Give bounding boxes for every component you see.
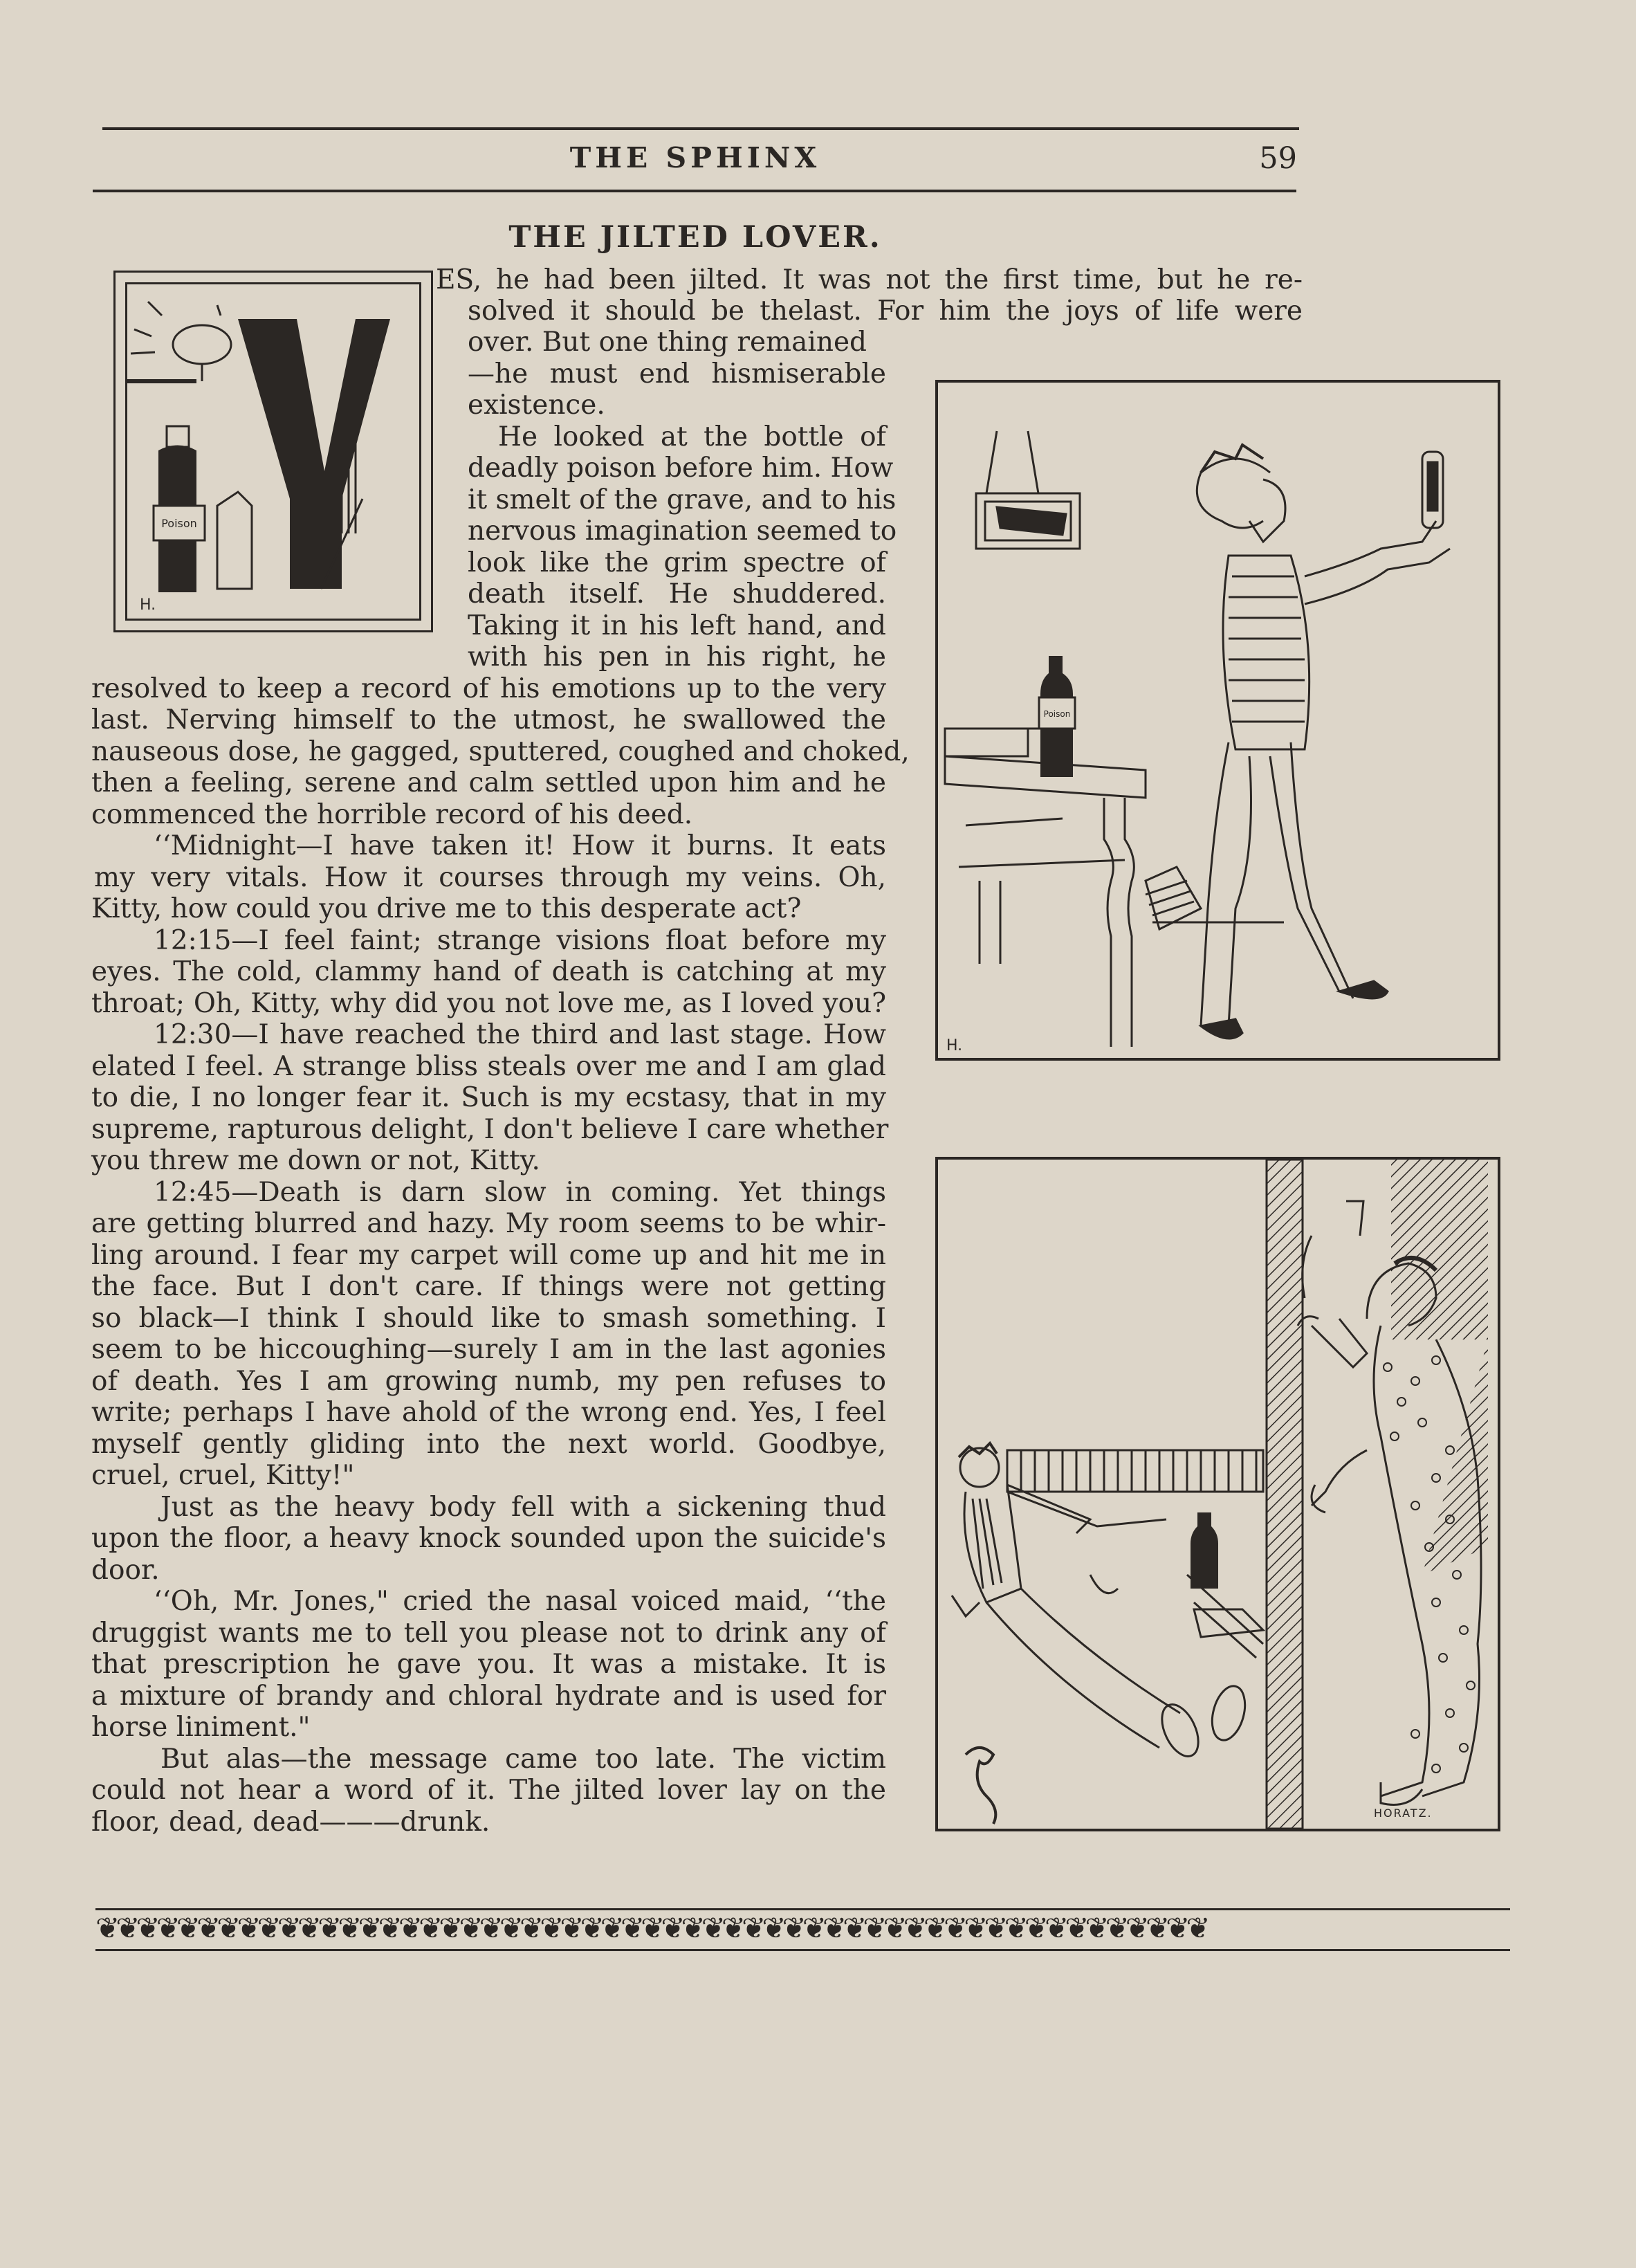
article-title: THE JILTED LOVER.	[508, 220, 882, 255]
article-line: over. But one thing remained	[468, 327, 867, 358]
article-line: 12:30—I have reached the third and last stage. How	[154, 1019, 886, 1050]
article-line: Kitty, how could you drive me to this desperate act?	[91, 893, 802, 924]
article-line: commenced the horrible record of his deed.	[91, 799, 693, 830]
article-line: —he must end hismiserable	[468, 358, 886, 390]
top-bottle-label: Poison	[1043, 709, 1071, 719]
article-line: eyes. The cold, clammy hand of death is catching at my	[91, 956, 886, 987]
article-line: supreme, rapturous delight, I don't believe I care whether	[91, 1114, 889, 1145]
article-line: Just as the heavy body fell with a sickening thud	[160, 1492, 886, 1523]
drop-cap-illustration	[113, 271, 433, 632]
article-line: write; perhaps I have ahold of the wrong end. Yes, I feel	[91, 1397, 886, 1428]
article-line: Taking it in his left hand, and	[468, 610, 886, 641]
article-line: are getting blurred and hazy. My room seems to be whir-	[91, 1208, 886, 1239]
article-line: solved it should be thelast. For him the joys of life were	[468, 295, 1303, 327]
decorative-border: ❦❦❦❦❦❦❦❦❦❦❦❦❦❦❦❦❦❦❦❦❦❦❦❦❦❦❦❦❦❦❦❦❦❦❦❦❦❦❦❦❦❦❦❦❦❦❦❦❦❦❦❦❦❦❦	[95, 1908, 1510, 1951]
article-line: floor, dead, dead———drunk.	[91, 1807, 490, 1838]
article-line: a mixture of brandy and chloral hydrate and is used for	[91, 1681, 886, 1712]
article-line: my very vitals. How it courses through my veins. Oh,	[94, 862, 886, 893]
bottom-illustration-signature: HORATZ.	[1374, 1807, 1433, 1820]
article-line: 12:45—Death is darn slow in coming. Yet things	[154, 1177, 886, 1208]
article-line: ES, he had been jilted. It was not the first time, but he re-	[436, 264, 1303, 295]
top-illustration-signature: H.	[946, 1037, 963, 1054]
article-line: it smelt of the grave, and to his	[468, 484, 897, 515]
head-rule	[93, 190, 1296, 192]
article-line: look like the grim spectre of	[468, 547, 886, 578]
article-line: But alas—the message came too late. The victim	[160, 1744, 886, 1775]
article-line: resolved to keep a record of his emotions up to the very	[91, 673, 886, 704]
running-head	[93, 131, 1297, 188]
article-line: existence.	[468, 390, 605, 421]
article-line: door.	[91, 1555, 160, 1586]
article-line: of death. Yes I am growing numb, my pen refuses to	[91, 1366, 886, 1397]
page-number: 59	[1259, 141, 1297, 176]
article-line: nauseous dose, he gagged, sputtered, coughed and choked,	[91, 736, 910, 767]
article-line: with his pen in his right, he	[468, 641, 886, 673]
illustration-man-with-mirror	[935, 380, 1500, 1061]
article-line: nervous imagination seemed to	[468, 515, 897, 547]
top-rule	[102, 127, 1299, 130]
article-line: deadly poison before him. How	[468, 452, 894, 484]
article-line: then a feeling, serene and calm settled upon him and he	[91, 767, 886, 798]
article-line: ‘‘Midnight—I have taken it! How it burns. It eats	[154, 830, 886, 861]
article-line: seem to be hiccoughing—surely I am in the last agonies	[91, 1334, 886, 1365]
article-line: He looked at the bottle of	[498, 421, 886, 452]
article-line: myself gently gliding into the next world. Goodbye,	[91, 1429, 886, 1460]
article-line: last. Nerving himself to the utmost, he swallowed the	[91, 704, 886, 735]
illustration-bottom-drawing	[938, 1160, 1498, 1829]
drop-cap-drawing	[113, 271, 433, 632]
article-line: to die, I no longer fear it. Such is my ecstasy, that in my	[91, 1082, 886, 1113]
article-line: upon the floor, a heavy knock sounded upon the suicide's	[91, 1523, 886, 1554]
drop-cap-signature: H.	[140, 596, 156, 614]
article-line: ‘‘Oh, Mr. Jones," cried the nasal voiced maid, ‘‘the	[154, 1586, 886, 1617]
article-line: 12:15—I feel faint; strange visions float before my	[154, 925, 886, 956]
article-line: horse liniment."	[91, 1712, 311, 1743]
article-line: throat; Oh, Kitty, why did you not love me, as I loved you?	[91, 988, 886, 1019]
drop-cap-bottle-label: Poison	[161, 517, 197, 530]
article-line: druggist wants me to tell you please not to drink any of	[91, 1618, 886, 1649]
illustration-top-drawing	[938, 383, 1498, 1058]
article-line: elated I feel. A strange bliss steals over me and I am glad	[91, 1051, 886, 1082]
article-line: you threw me down or not, Kitty.	[91, 1145, 540, 1176]
article-line: the face. But I don't care. If things were not getting	[91, 1271, 886, 1302]
article-line: death itself. He shuddered.	[468, 578, 886, 610]
journal-title: THE SPHINX	[569, 141, 821, 174]
article-line: that prescription he gave you. It was a mistake. It is	[91, 1649, 886, 1680]
article-line: cruel, cruel, Kitty!"	[91, 1460, 355, 1491]
article-line: could not hear a word of it. The jilted lover lay on the	[91, 1775, 886, 1806]
article-line: ling around. I fear my carpet will come up and hit me in	[91, 1240, 886, 1271]
article-line: so black—I think I should like to smash something. I	[91, 1303, 886, 1334]
illustration-maid-at-door	[935, 1157, 1500, 1831]
